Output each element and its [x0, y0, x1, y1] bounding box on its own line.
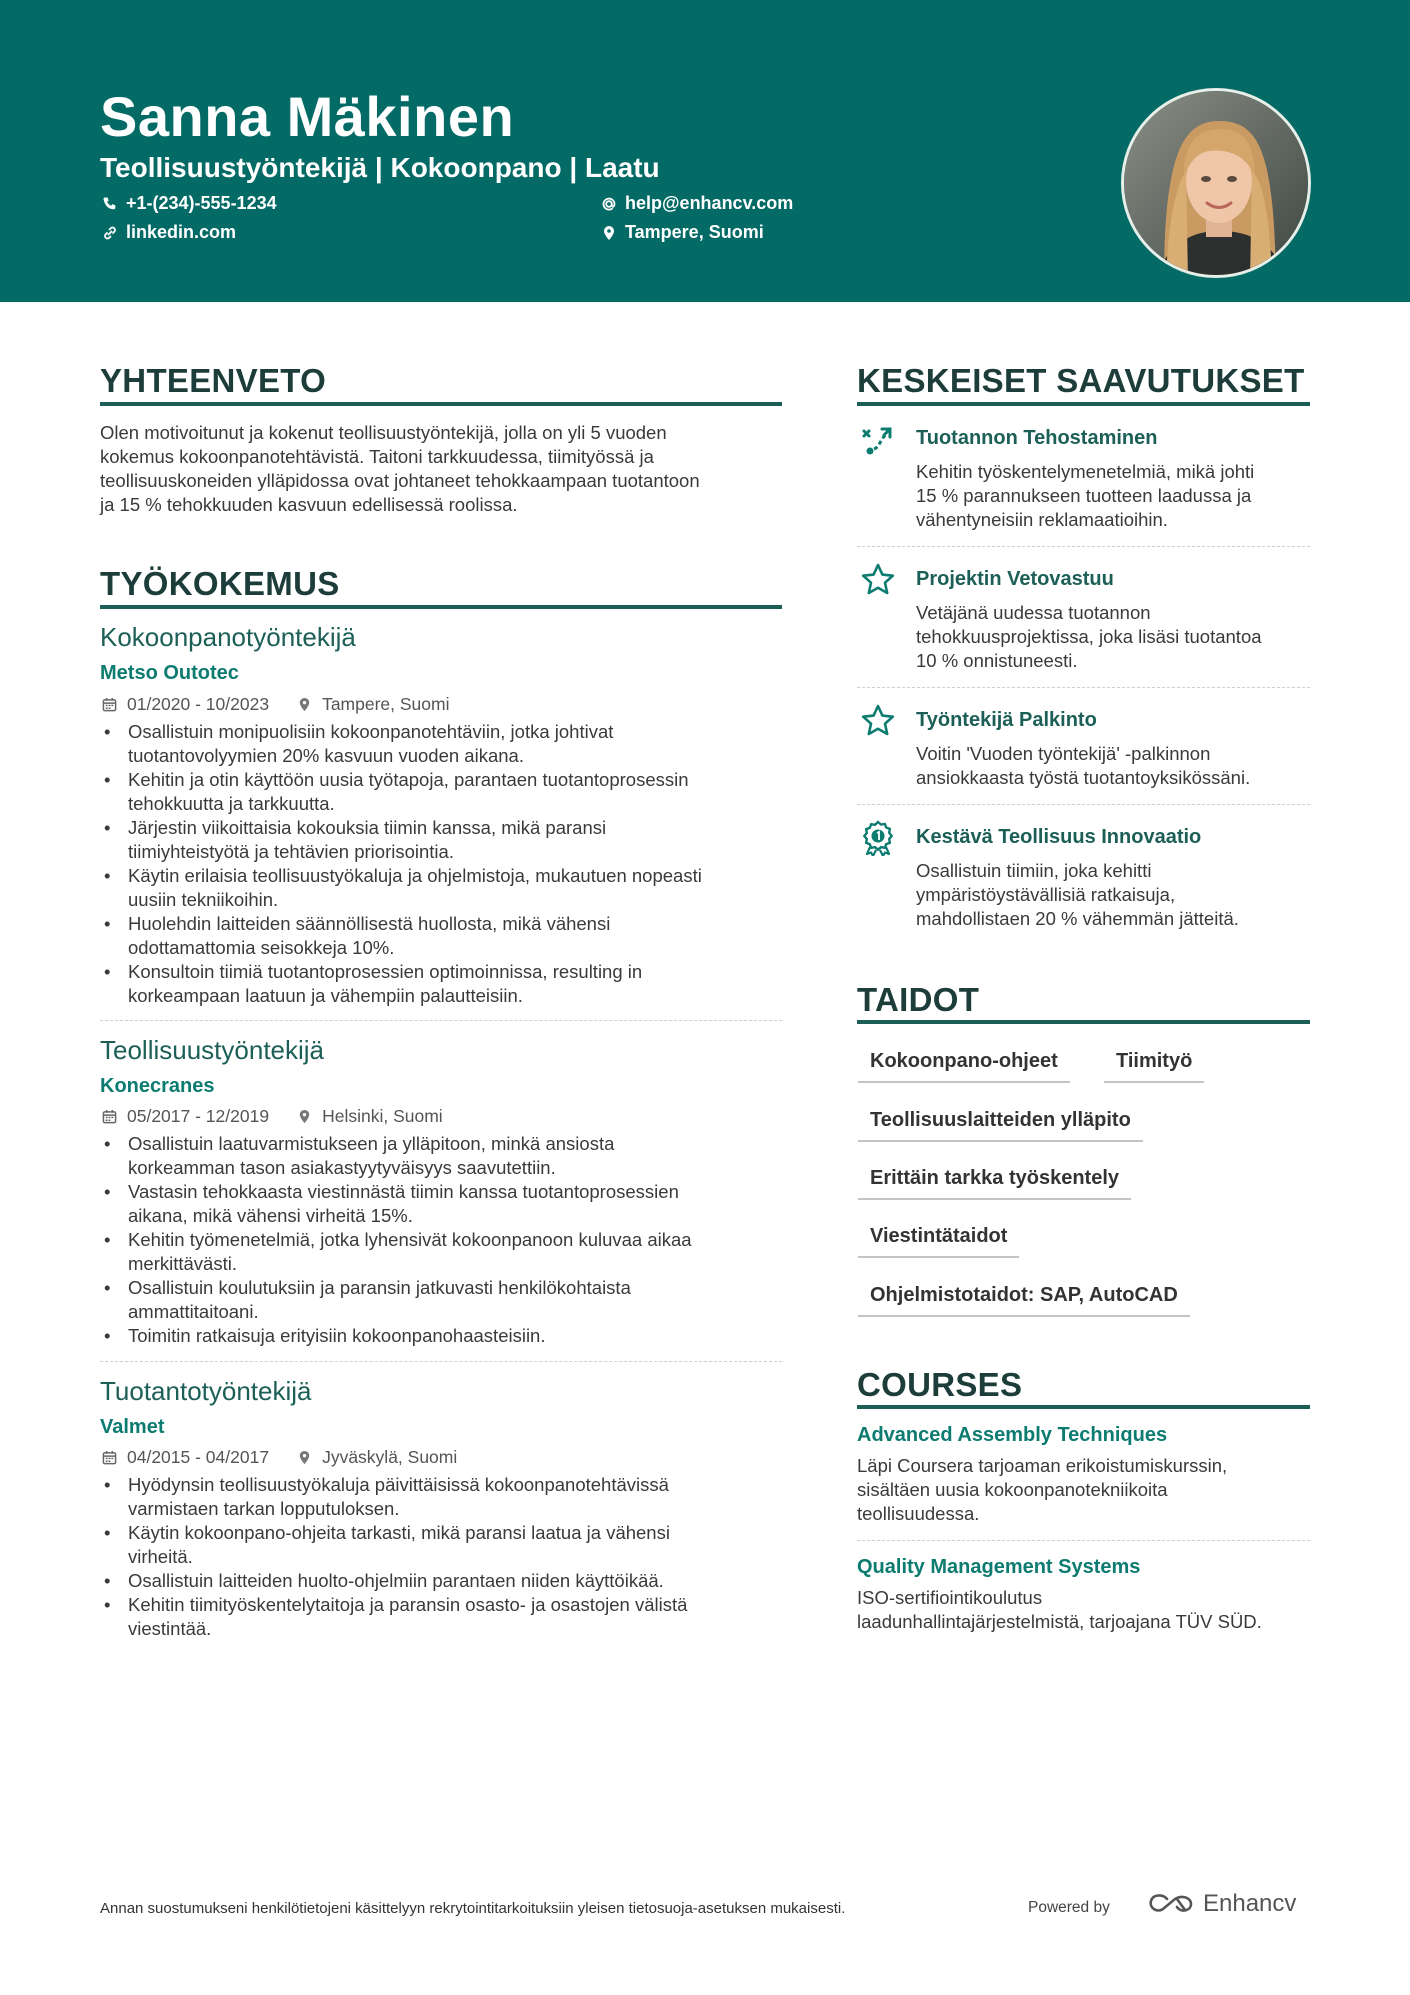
job-bullets	[100, 720, 780, 1008]
skills-heading: TAIDOT	[857, 981, 980, 1018]
achievements-rule	[857, 402, 1310, 406]
job-divider	[100, 1020, 782, 1021]
course-title: Quality Management Systems	[857, 1556, 1141, 1578]
achievements-heading: KESKEISET SAAVUTUKSET	[857, 362, 1305, 399]
bullet-item: • Osallistuin monipuolisiin kokoonpanotehtäviin, jotka johtivat tuotantovolyymien 20% kasvuun vuoden aikana.	[100, 720, 780, 768]
job-role: Tuotantotyöntekijä	[100, 1376, 312, 1406]
candidate-name: Sanna Mäkinen	[100, 85, 515, 148]
job-location-text: Tampere, Suomi	[322, 694, 450, 714]
bullet-item: • Vastasin tehokkaasta viestinnästä tiimin kanssa tuotantoprosessien aikana, mikä vähensi virheitä 15%.	[100, 1180, 780, 1228]
job-company: Valmet	[100, 1416, 165, 1438]
link-icon	[102, 225, 118, 241]
bullet-item: • Osallistuin laitteiden huolto-ohjelmiin parantaen niiden käyttöikää.	[100, 1569, 780, 1593]
job-bullets	[100, 1473, 780, 1641]
skill-tag: Ohjelmistotaidot: SAP, AutoCAD	[858, 1284, 1190, 1317]
portrait-image	[1124, 91, 1311, 278]
achievement-desc: Kehitin työskentelymenetelmiä, mikä johti 15 % parannukseen tuotteen laadussa ja vähentyneisiin reklamaatioihin.	[916, 461, 1255, 530]
linkedin-text: linkedin.com	[126, 222, 237, 242]
achievement-title: Kestävä Teollisuus Innovaatio	[916, 826, 1202, 848]
candidate-title: Teollisuustyöntekijä | Kokoonpano | Laatu	[100, 152, 660, 183]
location-contact	[601, 222, 764, 243]
star-icon	[860, 562, 896, 598]
gdpr-consent-note: Annan suostumukseni henkilötietojeni käsittelyyn rekrytointitarkoituksiin yleisen tietosuoja-asetuksen mukaisesti.	[100, 1900, 846, 1917]
bullet-item: • Osallistuin laatuvarmistukseen ja ylläpitoon, minkä ansiosta korkeamman tason asiakastyytyväisyys saavutettiin.	[100, 1132, 780, 1180]
job-location	[297, 1106, 443, 1127]
job-location-text: Helsinki, Suomi	[322, 1106, 443, 1126]
experience-rule	[100, 605, 782, 609]
email-text: help@enhancv.com	[625, 193, 794, 213]
achievement-divider	[857, 687, 1310, 688]
linkedin-contact[interactable]	[102, 222, 236, 243]
star-icon	[860, 703, 896, 739]
award-ribbon-icon	[860, 820, 896, 856]
calendar-icon	[102, 1109, 117, 1124]
job-dates: 04/2015 - 04/2017	[127, 1447, 270, 1467]
skill-tag: Tiimityö	[1104, 1050, 1204, 1083]
job-role: Kokoonpanotyöntekijä	[100, 622, 356, 652]
email-contact[interactable]	[601, 193, 793, 214]
location-pin-icon	[297, 1450, 312, 1465]
job-company: Metso Outotec	[100, 662, 239, 684]
summary-line: Olen motivoitunut ja kokenut teollisuustyöntekijä, jolla on yli 5 vuoden	[100, 422, 667, 443]
enhancv-logo-icon	[1147, 1891, 1195, 1917]
skill-tag: Teollisuuslaitteiden ylläpito	[858, 1109, 1143, 1142]
job-meta	[102, 694, 450, 715]
bullet-item: • Toimitin ratkaisuja erityisiin kokoonpanohaasteisiin.	[100, 1324, 780, 1348]
header-banner	[0, 0, 1410, 302]
job-dates: 05/2017 - 12/2019	[127, 1106, 270, 1126]
profile-photo	[1121, 88, 1311, 278]
job-meta	[102, 1106, 443, 1127]
bullet-item: • Kehitin tiimityöskentelytaitoja ja paransin osasto- ja osastojen välistä viestintää.	[100, 1593, 780, 1641]
location-text: Tampere, Suomi	[625, 222, 764, 242]
job-meta	[102, 1447, 457, 1468]
calendar-icon	[102, 1450, 117, 1465]
job-role: Teollisuustyöntekijä	[100, 1035, 325, 1065]
achievement-desc: Voitin 'Vuoden työntekijä' -palkinnon ansiokkaasta työstä tuotantoyksikössäni.	[916, 743, 1251, 788]
summary-rule	[100, 402, 782, 406]
summary-heading: YHTEENVETO	[100, 362, 327, 399]
skills-rule	[857, 1020, 1310, 1024]
location-pin-icon	[601, 225, 617, 241]
experience-heading: TYÖKOKEMUS	[100, 565, 340, 602]
job-divider	[100, 1361, 782, 1362]
location-pin-icon	[297, 1109, 312, 1124]
summary-text	[100, 421, 790, 517]
summary-line: ja 15 % tehokkuuden kasvuun edellisessä roolissa.	[100, 494, 518, 515]
job-location-text: Jyväskylä, Suomi	[322, 1447, 458, 1467]
phone-text: +1-(234)-555-1234	[126, 193, 277, 213]
job-company: Konecranes	[100, 1075, 215, 1097]
skill-tag: Erittäin tarkka työskentely	[858, 1167, 1131, 1200]
summary-line: teollisuuskoneiden ylläpidossa ovat johtaneet tehokkaampaan tuotantoon	[100, 470, 700, 491]
strategy-icon	[860, 423, 896, 459]
courses-rule	[857, 1405, 1310, 1409]
skill-tag: Kokoonpano-ohjeet	[858, 1050, 1070, 1083]
brand-text: Enhancv	[1203, 1890, 1297, 1917]
powered-by-label: Powered by	[1028, 1899, 1110, 1916]
course-title: Advanced Assembly Techniques	[857, 1424, 1168, 1446]
course-desc: Läpi Coursera tarjoaman erikoistumiskurssin, sisältäen uusia kokoonpanotekniikoita teollisuudessa.	[857, 1455, 1228, 1524]
bullet-item: • Osallistuin koulutuksiin ja paransin jatkuvasti henkilökohtaista ammattitaitoani.	[100, 1276, 780, 1324]
job-location	[297, 694, 449, 715]
enhancv-brand[interactable]	[1147, 1890, 1296, 1918]
location-pin-icon	[297, 697, 312, 712]
job-location	[297, 1447, 457, 1468]
phone-contact[interactable]	[102, 193, 277, 214]
bullet-item: • Kehitin ja otin käyttöön uusia työtapoja, parantaen tuotantoprosessin tehokkuutta ja tarkkuutta.	[100, 768, 780, 816]
bullet-item: • Käytin erilaisia teollisuustyökaluja ja ohjelmistoja, mukautuen nopeasti uusiin tekniikoihin.	[100, 864, 780, 912]
job-bullets	[100, 1132, 780, 1348]
achievement-divider	[857, 546, 1310, 547]
achievement-desc: Vetäjänä uudessa tuotannon tehokkuusprojektissa, joka lisäsi tuotantoa 10 % onnistuneesti.	[916, 602, 1262, 671]
job-dates: 01/2020 - 10/2023	[127, 694, 270, 714]
bullet-item: • Järjestin viikoittaisia kokouksia tiimin kanssa, mikä paransi tiimiyhteistyötä ja tehtävien priorisointia.	[100, 816, 780, 864]
achievement-title: Tuotannon Tehostaminen	[916, 427, 1158, 449]
courses-heading: COURSES	[857, 1366, 1023, 1403]
calendar-icon	[102, 697, 117, 712]
achievement-title: Projektin Vetovastuu	[916, 568, 1114, 590]
summary-line: kokemus kokoonpanotehtävistä. Taitoni tarkkuudessa, tiimityössä ja	[100, 446, 654, 467]
achievement-desc: Osallistuin tiimiin, joka kehitti ympäristöystävällisiä ratkaisuja, mahdollistaen 20 % vähemmän jätteitä.	[916, 860, 1239, 929]
bullet-item: • Konsultoin tiimiä tuotantoprosessien optimoinnissa, resulting in korkeampaan laatuun ja vähempiin palautteisiin.	[100, 960, 780, 1008]
achievement-title: Työntekijä Palkinto	[916, 709, 1097, 731]
phone-icon	[102, 196, 118, 212]
course-divider	[857, 1540, 1310, 1541]
bullet-item: • Kehitin työmenetelmiä, jotka lyhensivät kokoonpanoon kuluvaa aikaa merkittävästi.	[100, 1228, 780, 1276]
bullet-item: • Huolehdin laitteiden säännöllisestä huollosta, mikä vähensi odottamattomia seisokkeja 10%.	[100, 912, 780, 960]
course-desc: ISO-sertifiointikoulutus laadunhallintajärjestelmistä, tarjoajana TÜV SÜD.	[857, 1587, 1262, 1632]
bullet-item: • Käytin kokoonpano-ohjeita tarkasti, mikä paransi laatua ja vähensi virheitä.	[100, 1521, 780, 1569]
bullet-item: • Hyödynsin teollisuustyökaluja päivittäisissä kokoonpanotehtävissä varmistaen tarkan lopputuloksen.	[100, 1473, 780, 1521]
at-icon	[601, 196, 617, 212]
achievement-divider	[857, 804, 1310, 805]
skill-tag: Viestintätaidot	[858, 1225, 1019, 1258]
